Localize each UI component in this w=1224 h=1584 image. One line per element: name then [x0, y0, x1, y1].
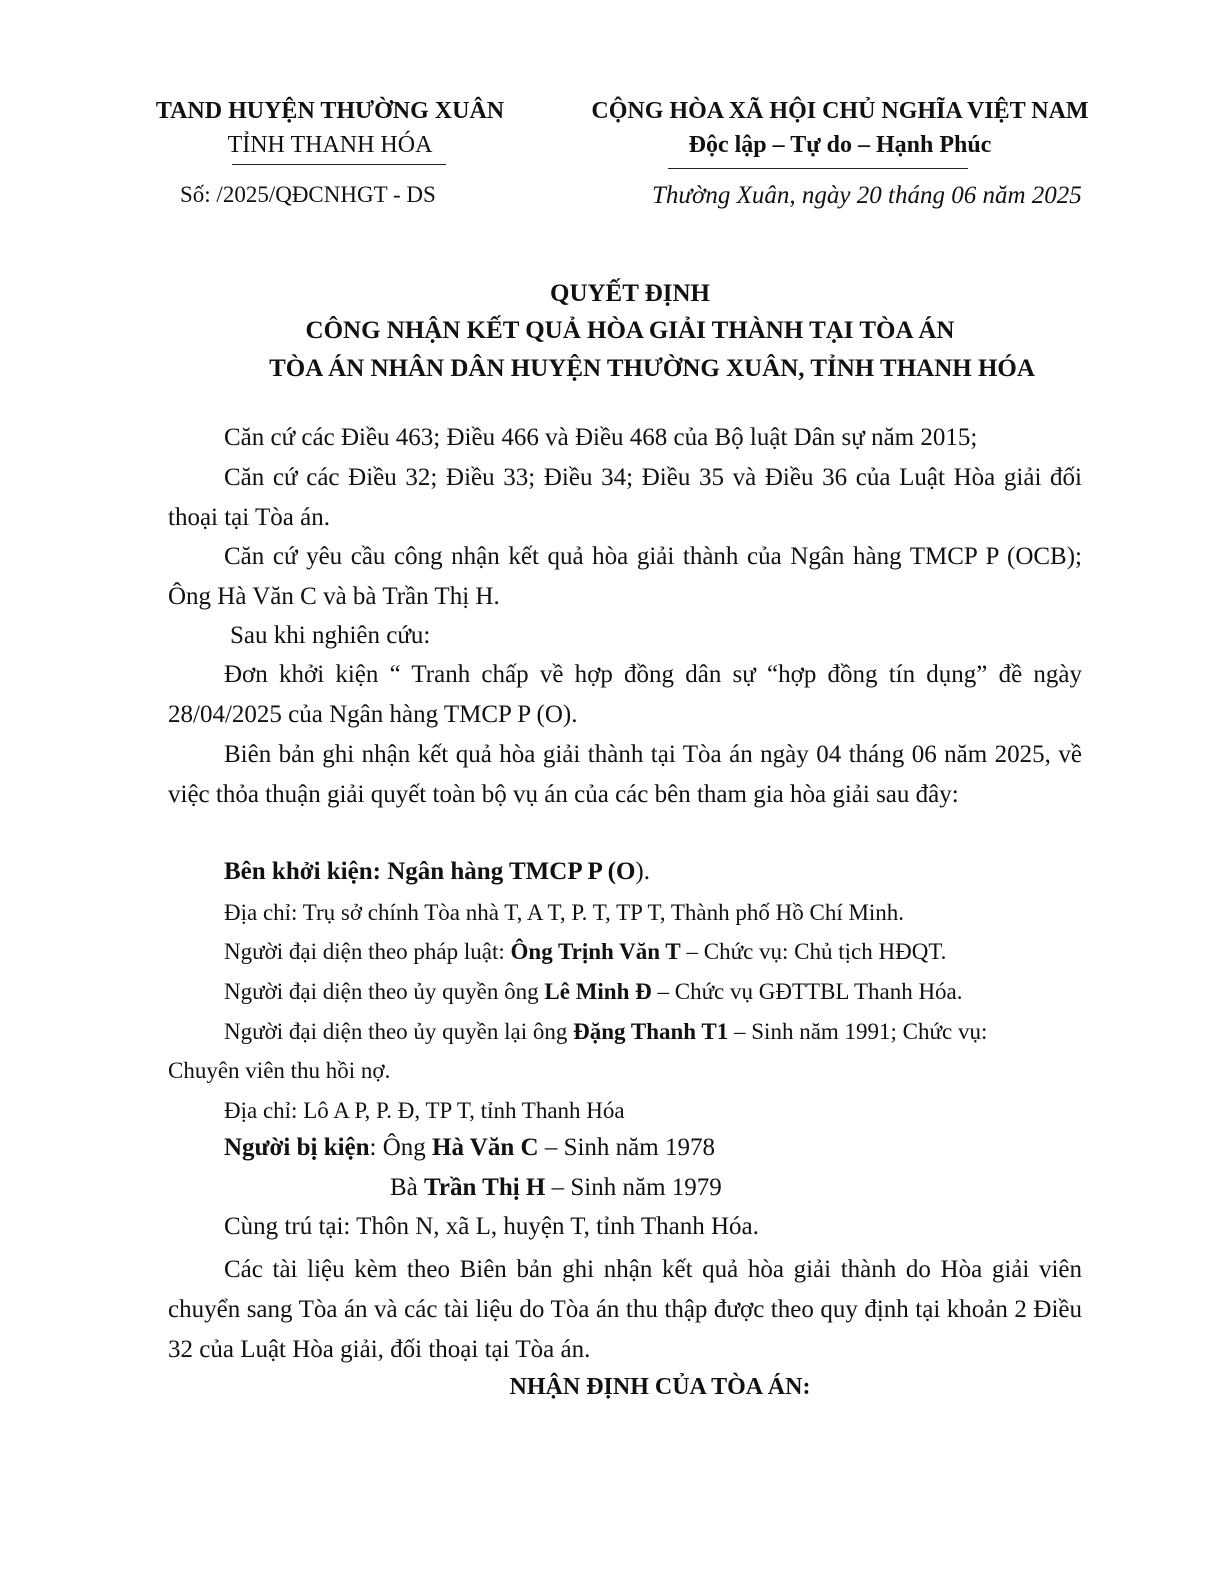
- legal-rep-name: Ông Trịnh Văn T: [510, 939, 681, 964]
- legal-rep-suffix: – Chức vụ: Chủ tịch HĐQT.: [680, 939, 947, 964]
- legal-representative: [224, 939, 946, 965]
- basis-civil-code: Căn cứ các Điều 463; Điều 466 và Điều 468 của Bộ luật Dân sự năm 2015;: [224, 424, 978, 451]
- auth-rep-name: Lê Minh Đ: [544, 979, 652, 1004]
- basis-request: Căn cứ yêu cầu công nhận kết quả hòa giải thành của Ngân hàng TMCP P (OCB); Ông Hà Văn C và bà Trần Thị H.: [168, 543, 1082, 610]
- defendant2-suffix: – Sinh năm 1979: [545, 1174, 722, 1201]
- defendant2-prefix: Bà: [390, 1174, 425, 1201]
- after-review: Sau khi nghiên cứu:: [230, 622, 431, 649]
- attached-documents: Các tài liệu kèm theo Biên bản ghi nhận kết quả hòa giải thành do Hòa giải viên chuyển sang Tòa án và các tài liệu do Tòa án thu thập được theo quy định tại khoản 2 Điều 32 của Luật Hòa giải, đối thoại tại Tòa án.: [168, 1256, 1082, 1363]
- auth-rep-prefix: Người đại diện theo ủy quyền ông: [224, 979, 545, 1004]
- defendant2-line: [390, 1174, 722, 1202]
- header-right-rule: [668, 168, 968, 169]
- legal-rep-prefix: Người đại diện theo pháp luật:: [224, 939, 511, 964]
- decision-title: QUYẾT ĐỊNH: [550, 280, 710, 307]
- defendant-label: Người bị kiện: [224, 1134, 370, 1161]
- plaintiff-label: Bên khởi kiện: Ngân hàng TMCP P (O: [224, 858, 636, 885]
- court-name: TAND HUYỆN THƯỜNG XUÂN: [155, 98, 505, 124]
- defendant-line: [224, 1134, 715, 1162]
- place-date: Thường Xuân, ngày 20 tháng 06 năm 2025: [652, 182, 1082, 209]
- representative-address: Địa chỉ: Lô A P, P. Đ, TP T, tỉnh Thanh Hóa: [224, 1098, 625, 1123]
- sub-rep-position: Chuyên viên thu hồi nợ.: [168, 1058, 391, 1083]
- nation-title: CỘNG HÒA XÃ HỘI CHỦ NGHĨA VIỆT NAM: [591, 98, 1089, 124]
- defendant-colon: : Ông: [369, 1134, 433, 1161]
- national-motto: Độc lập – Tự do – Hạnh Phúc: [688, 132, 992, 158]
- document-number: Số: /2025/QĐCNHGT - DS: [180, 182, 436, 207]
- defendant1-name: Hà Văn C: [432, 1134, 539, 1161]
- sub-rep-prefix: Người đại diện theo ủy quyền lại ông: [224, 1019, 574, 1044]
- sub-rep-suffix: – Sinh năm 1991; Chức vụ:: [728, 1019, 988, 1044]
- sub-rep-name: Đặng Thanh T1: [573, 1019, 729, 1044]
- plaintiff-line: [224, 858, 650, 886]
- plaintiff-close: ).: [635, 858, 650, 885]
- header-left-rule: [232, 164, 446, 165]
- court-findings-heading: NHẬN ĐỊNH CỦA TÒA ÁN:: [509, 1374, 811, 1400]
- mediation-record: Biên bản ghi nhận kết quả hòa giải thành tại Tòa án ngày 04 tháng 06 năm 2025, về việc thỏa thuận giải quyết toàn bộ vụ án của các bên tham gia hòa giải sau đây:: [168, 741, 1082, 808]
- defendant1-suffix: – Sinh năm 1978: [538, 1134, 715, 1161]
- defendant2-name: Trần Thị H: [424, 1174, 546, 1201]
- issuing-court: TÒA ÁN NHÂN DÂN HUYỆN THƯỜNG XUÂN, TỈNH THANH HÓA: [269, 355, 1035, 382]
- basis-mediation-law: Căn cứ các Điều 32; Điều 33; Điều 34; Điều 35 và Điều 36 của Luật Hòa giải đối thoại tại Tòa án.: [168, 464, 1082, 531]
- authorized-representative: [224, 979, 963, 1005]
- sub-authorized-representative: [224, 1019, 987, 1045]
- auth-rep-suffix: – Chức vụ GĐTTBL Thanh Hóa.: [651, 979, 963, 1004]
- decision-subtitle: CÔNG NHẬN KẾT QUẢ HÒA GIẢI THÀNH TẠI TÒA ÁN: [305, 317, 955, 344]
- lawsuit-petition: Đơn khởi kiện “ Tranh chấp về hợp đồng dân sự “hợp đồng tín dụng” đề ngày 28/04/2025 của Ngân hàng TMCP P (O).: [168, 661, 1082, 728]
- court-province: TỈNH THANH HÓA: [227, 132, 433, 158]
- residence: Cùng trú tại: Thôn N, xã L, huyện T, tỉnh Thanh Hóa.: [224, 1213, 759, 1240]
- plaintiff-address: Địa chỉ: Trụ sở chính Tòa nhà T, A T, P. T, TP T, Thành phố Hồ Chí Minh.: [224, 900, 905, 925]
